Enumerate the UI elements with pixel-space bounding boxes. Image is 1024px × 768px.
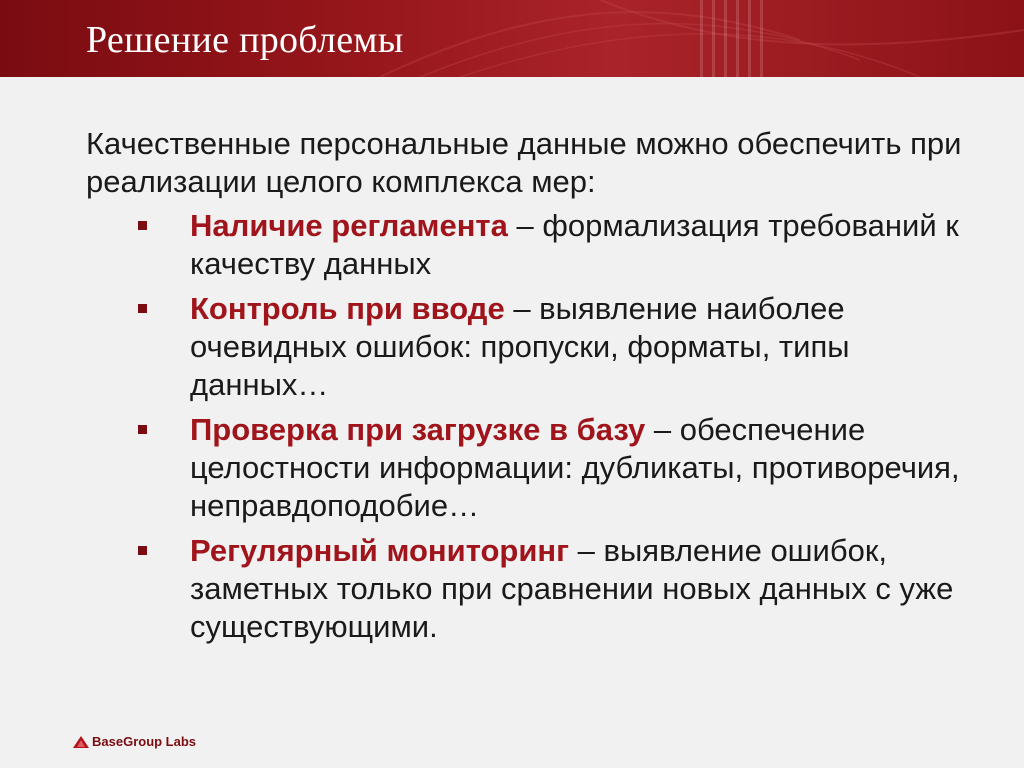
page-title: Решение проблемы [86,19,404,61]
bullet-icon [138,304,147,313]
item-text: – выявление наиболее очевидных ошибок: пропуски, форматы, типы данных… [190,291,850,402]
item-text: – обеспечение целостности информации: дубликаты, противоречия, неправдоподобие… [190,412,960,523]
list-item [86,411,966,525]
list-item [86,207,966,283]
logo-text: BaseGroup Labs [92,734,197,749]
list-item [86,532,966,646]
bullet-icon [138,546,147,555]
list-item [86,290,966,404]
logo-triangle-icon [72,735,90,749]
item-term: Наличие регламента [190,208,508,243]
bullet-icon [138,425,147,434]
slide-header [0,0,1024,77]
measures-list [86,207,966,646]
item-text: – формализация требований к качеству данных [190,208,959,281]
company-logo [72,734,196,749]
item-term: Проверка при загрузке в базу [190,412,646,447]
item-term: Контроль при вводе [190,291,505,326]
slide-body [86,125,966,653]
item-text: – выявление ошибок, заметных только при сравнении новых данных с уже существующими. [190,533,954,644]
intro-text: Качественные персональные данные можно обеспечить при реализации целого комплекса мер: [86,126,962,199]
bullet-icon [138,221,147,230]
item-term: Регулярный мониторинг [190,533,570,568]
